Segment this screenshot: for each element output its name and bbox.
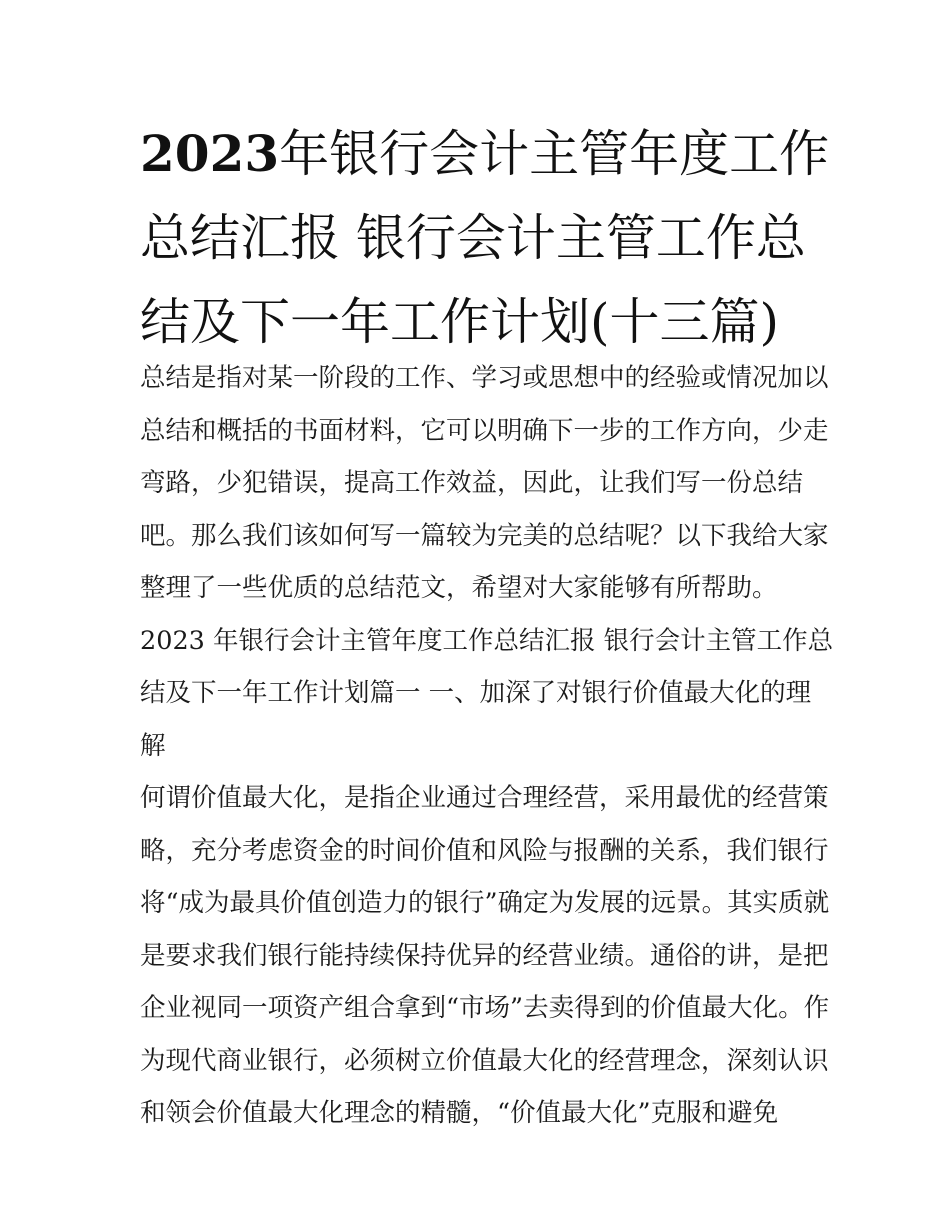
body-line: 略，充分考虑资金的时间价值和风险与报酬的关系，我们银行 [140, 835, 829, 866]
body-line: 何谓价值最大化，是指企业通过合理经营，采用最优的经营策 [140, 783, 829, 813]
body-line: 是要求我们银行能持续保持优异的经营业绩。通俗的讲，是把 [140, 940, 829, 971]
section-heading-line: 结及下一年工作计划篇一 一、加深了对银行价值最大化的理 [140, 678, 812, 708]
document-title [140, 112, 830, 364]
title-line-1-text: 年银行会计主管年度工作 [279, 125, 830, 183]
section-heading-line: 2023 年银行会计主管年度工作总结汇报 银行会计主管工作总 [140, 625, 834, 656]
title-year: 2023 [140, 124, 280, 183]
body-line: 将“成为最具价值创造力的银行”确定为发展的远景。其实质就 [140, 888, 830, 918]
document-body [140, 352, 834, 1140]
body-line: 弯路，少犯错误，提高工作效益，因此，让我们写一份总结 [140, 468, 804, 498]
body-line: 总结是指对某一阶段的工作、学习或思想中的经验或情况加以 [140, 363, 829, 393]
body-line: 总结和概括的书面材料，它可以明确下一步的工作方向，少走 [140, 415, 829, 446]
title-line-2: 总结汇报 银行会计主管工作总 [140, 209, 806, 267]
body-line: 和领会价值最大化理念的精髓，“价值最大化”克服和避免 [140, 1098, 779, 1128]
body-line: 企业视同一项资产组合拿到“市场”去卖得到的价值最大化。作 [140, 993, 830, 1023]
body-line: 吧。那么我们该如何写一篇较为完美的总结呢？以下我给大家 [140, 520, 829, 551]
section-heading-line: 解 [140, 730, 166, 761]
title-line-3: 结及下一年工作计划(十三篇) [140, 293, 780, 351]
body-line: 整理了一些优质的总结范文，希望对大家能够有所帮助。 [140, 573, 778, 603]
title-line-1 [140, 112, 830, 196]
body-line: 为现代商业银行，必须树立价值最大化的经营理念，深刻认识 [140, 1045, 829, 1076]
